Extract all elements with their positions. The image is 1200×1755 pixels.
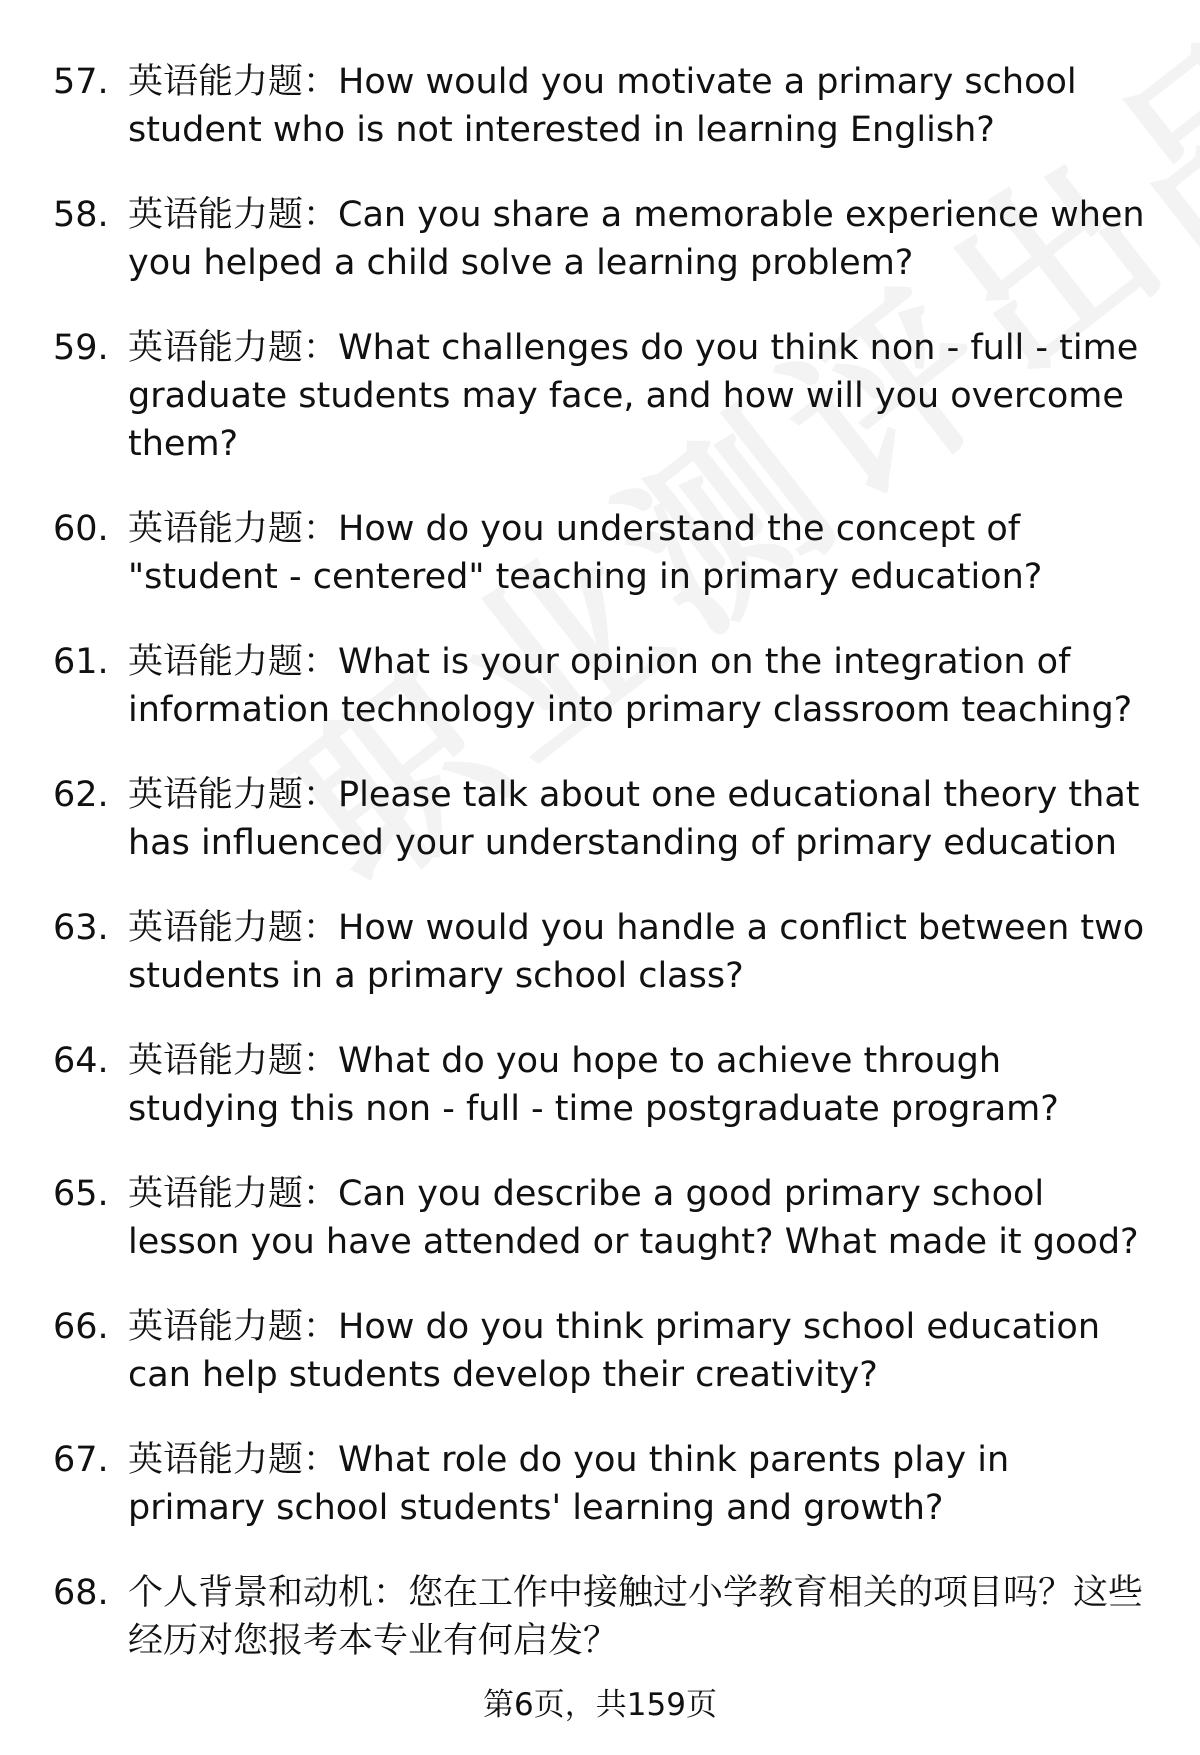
question-text: What role do you think parents play in primary school students' learning and growth? [128, 1440, 1010, 1528]
question-separator: ： [303, 1440, 339, 1480]
question-body [128, 638, 1148, 734]
question-separator: ： [303, 642, 339, 682]
list-item [0, 771, 1200, 867]
list-item [0, 1170, 1200, 1266]
question-number: 59. [53, 328, 109, 368]
question-separator: ： [303, 328, 339, 368]
question-number: 60. [53, 509, 109, 549]
list-item [0, 505, 1200, 601]
question-text: What challenges do you think non - full - time graduate students may face, and how will you overcome them? [128, 328, 1139, 464]
question-text: How would you handle a conflict between two students in a primary school class? [128, 908, 1145, 996]
question-category: 英语能力题 [128, 509, 304, 549]
question-list [0, 58, 1200, 1702]
question-number: 61. [53, 642, 109, 682]
question-number: 65. [53, 1174, 109, 1214]
list-item [0, 58, 1200, 154]
question-number: 66. [53, 1307, 109, 1347]
question-body [128, 191, 1148, 287]
question-category: 英语能力题 [128, 328, 304, 368]
question-category: 英语能力题 [128, 908, 304, 948]
list-item [0, 904, 1200, 1000]
question-body [128, 771, 1148, 867]
question-separator: ： [303, 509, 339, 549]
question-number: 57. [53, 62, 109, 102]
question-separator: ： [303, 1307, 339, 1347]
question-number: 62. [53, 775, 109, 815]
question-category: 个人背景和动机 [128, 1573, 374, 1613]
question-number: 58. [53, 195, 109, 235]
question-text: How do you think primary school education can help students develop their creativity? [128, 1307, 1101, 1395]
question-body [128, 58, 1148, 154]
question-separator: ： [303, 195, 339, 235]
question-separator: ： [373, 1573, 409, 1613]
list-item [0, 191, 1200, 287]
question-text: How would you motivate a primary school student who is not interested in learning English? [128, 62, 1077, 150]
question-body [128, 1436, 1148, 1532]
question-text: Can you share a memorable experience when you helped a child solve a learning problem? [128, 195, 1145, 283]
question-body [128, 1037, 1148, 1133]
list-item [0, 638, 1200, 734]
list-item [0, 1569, 1200, 1665]
list-item [0, 1436, 1200, 1532]
list-item [0, 1037, 1200, 1133]
question-category: 英语能力题 [128, 62, 304, 102]
question-number: 64. [53, 1041, 109, 1081]
question-body [128, 505, 1148, 601]
question-body [128, 1569, 1148, 1665]
question-text: What do you hope to achieve through studying this non - full - time postgraduate program? [128, 1041, 1059, 1129]
question-text: Please talk about one educational theory that has influenced your understanding of primary education [128, 775, 1140, 863]
question-category: 英语能力题 [128, 1440, 304, 1480]
question-number: 63. [53, 908, 109, 948]
question-separator: ： [303, 775, 339, 815]
list-item [0, 324, 1200, 468]
question-body [128, 1303, 1148, 1399]
question-separator: ： [303, 908, 339, 948]
question-category: 英语能力题 [128, 1174, 304, 1214]
question-number: 67. [53, 1440, 109, 1480]
question-body [128, 324, 1148, 468]
question-category: 英语能力题 [128, 1307, 304, 1347]
question-body [128, 904, 1148, 1000]
page-footer: 第6页，共159页 [483, 1687, 717, 1723]
question-category: 英语能力题 [128, 1041, 304, 1081]
question-body [128, 1170, 1148, 1266]
question-separator: ： [303, 1174, 339, 1214]
question-text: 您在工作中接触过小学教育相关的项目吗？这些经历对您报考本专业有何启发？ [128, 1573, 1144, 1661]
question-separator: ： [303, 62, 339, 102]
question-category: 英语能力题 [128, 642, 304, 682]
question-separator: ： [303, 1041, 339, 1081]
question-text: Can you describe a good primary school lesson you have attended or taught? What made it good? [128, 1174, 1139, 1262]
list-item [0, 1303, 1200, 1399]
question-text: What is your opinion on the integration of information technology into primary classroom teaching? [128, 642, 1133, 730]
question-category: 英语能力题 [128, 195, 304, 235]
question-category: 英语能力题 [128, 775, 304, 815]
question-text: How do you understand the concept of "student - centered" teaching in primary education? [128, 509, 1043, 597]
question-number: 68. [53, 1573, 109, 1613]
